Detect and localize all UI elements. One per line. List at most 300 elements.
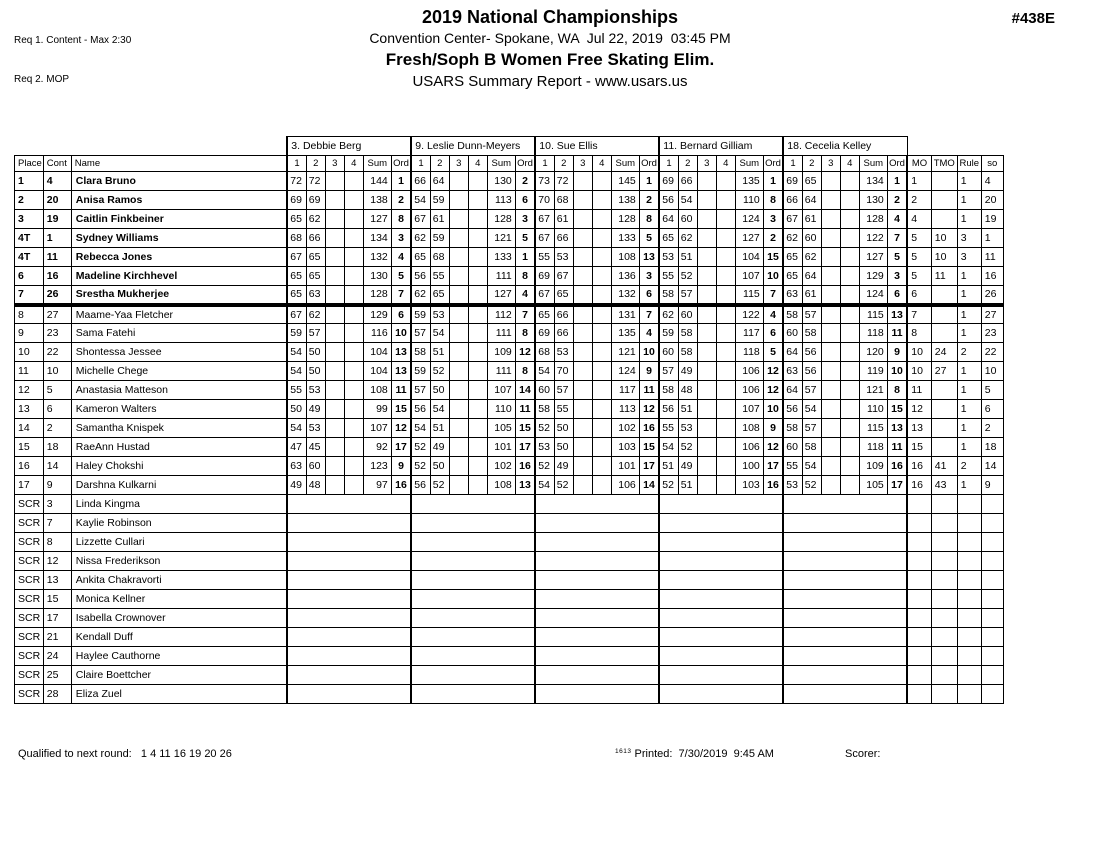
sum-cell: 122 [735,305,763,324]
scorer-label: Scorer: [845,748,881,760]
table-row [15,324,1004,343]
place-cell: 14 [15,419,44,438]
column-header: Sum [487,156,515,172]
score-cell: 49 [287,476,306,495]
score-cell [344,362,363,381]
name-cell: Rebecca Jones [71,248,287,267]
name-cell: Lizzette Cullari [71,533,287,552]
sum-cell: 132 [611,286,639,305]
score-cell [344,248,363,267]
mo-cell [907,647,931,666]
ord-cell: 8 [887,381,907,400]
score-cell: 65 [783,248,802,267]
score-cell: 53 [678,419,697,438]
sum-cell: 103 [735,476,763,495]
name-cell: Michelle Chege [71,362,287,381]
score-cell: 58 [783,305,802,324]
empty-judge-cell [535,628,659,647]
mo-cell: 5 [907,267,931,286]
score-cell [468,400,487,419]
table-row [15,381,1004,400]
sum-cell: 104 [363,362,391,381]
sum-cell: 106 [735,438,763,457]
score-cell: 65 [430,286,449,305]
score-cell [592,172,611,191]
mo-cell [907,609,931,628]
score-cell: 67 [287,305,306,324]
score-cell: 49 [678,457,697,476]
score-cell: 64 [802,191,821,210]
ord-cell: 9 [391,457,411,476]
sum-cell: 102 [611,419,639,438]
score-cell [449,400,468,419]
score-cell: 56 [411,400,430,419]
empty-judge-cell [411,685,535,704]
ord-cell: 13 [391,362,411,381]
empty-judge-cell [411,514,535,533]
sum-cell: 115 [859,419,887,438]
score-cell: 62 [411,286,430,305]
name-cell: Anisa Ramos [71,191,287,210]
score-cell [840,400,859,419]
score-cell [697,419,716,438]
ord-cell: 17 [887,476,907,495]
tmo-cell: 41 [931,457,957,476]
ord-cell: 5 [515,229,535,248]
ord-cell: 1 [391,172,411,191]
score-cell: 66 [678,172,697,191]
score-cell: 54 [411,419,430,438]
score-cell [325,400,344,419]
tmo-cell [931,172,957,191]
score-cell [468,191,487,210]
ord-cell: 10 [887,362,907,381]
score-cell [840,457,859,476]
score-cell: 60 [678,305,697,324]
score-cell [573,343,592,362]
score-cell: 62 [659,305,678,324]
score-cell [716,419,735,438]
table-row [15,286,1004,305]
sum-cell: 104 [363,343,391,362]
tmo-cell: 27 [931,362,957,381]
score-cell: 64 [783,381,802,400]
column-header: Ord [515,156,535,172]
sum-cell: 104 [735,248,763,267]
mo-cell: 12 [907,400,931,419]
score-cell: 66 [554,305,573,324]
score-cell [573,210,592,229]
ord-cell: 17 [639,457,659,476]
score-cell [840,210,859,229]
cont-cell: 23 [43,324,71,343]
ord-cell: 1 [639,172,659,191]
score-cell: 47 [287,438,306,457]
score-cell: 65 [554,286,573,305]
score-cell: 68 [535,343,554,362]
tmo-cell [931,571,957,590]
name-cell: Shontessa Jessee [71,343,287,362]
sum-cell: 102 [487,457,515,476]
sum-cell: 120 [859,343,887,362]
score-cell: 50 [554,419,573,438]
rule-cell [957,495,981,514]
column-header: so [981,156,1003,172]
sum-cell: 136 [611,267,639,286]
ord-cell: 2 [763,229,783,248]
score-cell: 55 [783,457,802,476]
cont-cell: 14 [43,457,71,476]
score-cell [821,229,840,248]
ord-cell: 8 [515,267,535,286]
score-cell [468,419,487,438]
sum-cell: 97 [363,476,391,495]
column-header: Ord [763,156,783,172]
rule-cell: 1 [957,305,981,324]
so-cell: 10 [981,362,1003,381]
sum-cell: 109 [859,457,887,476]
sum-cell: 138 [611,191,639,210]
tmo-cell [931,438,957,457]
score-cell: 51 [678,476,697,495]
score-cell [592,476,611,495]
score-cell: 50 [430,381,449,400]
score-cell: 65 [535,305,554,324]
so-cell: 26 [981,286,1003,305]
score-cell: 69 [535,324,554,343]
column-header: Rule [957,156,981,172]
ord-cell: 11 [639,381,659,400]
name-cell: Eliza Zuel [71,685,287,704]
score-cell: 58 [659,286,678,305]
column-header: TMO [931,156,957,172]
score-cell: 55 [659,267,678,286]
sum-cell: 107 [363,419,391,438]
ord-cell: 15 [639,438,659,457]
empty-judge-cell [287,495,411,514]
sum-cell: 124 [859,286,887,305]
score-cell [468,438,487,457]
empty-judge-cell [659,647,783,666]
sum-cell: 144 [363,172,391,191]
score-cell [468,362,487,381]
ord-cell: 10 [639,343,659,362]
score-cell: 65 [287,267,306,286]
score-cell: 62 [783,229,802,248]
score-cell: 57 [659,362,678,381]
score-cell: 54 [802,457,821,476]
printed-note [615,748,774,760]
empty-judge-cell [783,495,907,514]
mo-cell: 11 [907,381,931,400]
table-row [15,400,1004,419]
score-cell [325,324,344,343]
sum-cell: 100 [735,457,763,476]
ord-cell: 5 [763,343,783,362]
table-row [15,210,1004,229]
score-cell: 54 [411,191,430,210]
sum-cell: 130 [363,267,391,286]
sum-cell: 92 [363,438,391,457]
score-cell [716,457,735,476]
score-cell [821,343,840,362]
ord-cell: 6 [639,286,659,305]
score-cell: 61 [554,210,573,229]
column-header: Ord [391,156,411,172]
score-cell: 54 [287,419,306,438]
tmo-cell [931,191,957,210]
score-cell [449,324,468,343]
place-cell: SCR [15,514,44,533]
sum-cell: 103 [611,438,639,457]
score-cell [468,305,487,324]
mo-cell [907,533,931,552]
sum-cell: 115 [735,286,763,305]
score-cell [449,229,468,248]
score-cell [325,172,344,191]
score-cell [344,343,363,362]
cont-cell: 26 [43,286,71,305]
score-cell [344,476,363,495]
judge-name-cell: 3. Debbie Berg [287,137,411,156]
score-cell [344,324,363,343]
printed-text: Printed: 7/30/2019 9:45 AM [634,748,774,760]
empty-judge-cell [411,495,535,514]
score-cell: 56 [783,400,802,419]
score-cell: 67 [535,210,554,229]
ord-cell: 3 [887,267,907,286]
ord-cell: 7 [515,305,535,324]
score-cell [573,476,592,495]
place-cell: 12 [15,381,44,400]
empty-judge-cell [411,666,535,685]
score-cell [821,248,840,267]
score-cell [821,305,840,324]
place-cell: SCR [15,628,44,647]
score-cell: 53 [554,248,573,267]
score-cell [573,438,592,457]
place-cell: 2 [15,191,44,210]
rule-cell [957,685,981,704]
tmo-cell: 24 [931,343,957,362]
column-header: Place [15,156,44,172]
sum-cell: 118 [859,324,887,343]
name-cell: Darshna Kulkarni [71,476,287,495]
score-cell [449,343,468,362]
column-header: 2 [430,156,449,172]
score-cell: 61 [430,210,449,229]
score-cell: 52 [411,457,430,476]
score-cell [468,343,487,362]
sum-cell: 127 [735,229,763,248]
rule-cell [957,609,981,628]
scr-row [15,514,1004,533]
ord-cell: 16 [887,457,907,476]
table-row [15,172,1004,191]
place-cell: 15 [15,438,44,457]
score-cell: 53 [306,381,325,400]
rule-cell: 1 [957,324,981,343]
cont-cell: 22 [43,343,71,362]
place-cell: 6 [15,267,44,286]
ord-cell: 13 [887,305,907,324]
judge-name-cell: 9. Leslie Dunn-Meyers [411,137,535,156]
score-cell: 68 [554,191,573,210]
score-cell: 65 [802,172,821,191]
score-cell [449,191,468,210]
score-cell [573,400,592,419]
score-cell: 58 [535,400,554,419]
place-cell: 10 [15,343,44,362]
column-header: 4 [592,156,611,172]
column-header: Sum [363,156,391,172]
score-cell [325,457,344,476]
column-header: 4 [468,156,487,172]
score-cell [697,343,716,362]
score-cell [344,400,363,419]
score-cell [449,457,468,476]
score-cell: 68 [287,229,306,248]
so-cell: 18 [981,438,1003,457]
ord-cell: 13 [639,248,659,267]
score-cell: 59 [411,362,430,381]
rule-cell: 1 [957,438,981,457]
so-cell: 20 [981,191,1003,210]
sum-cell: 121 [487,229,515,248]
tmo-cell [931,419,957,438]
rule-cell: 2 [957,457,981,476]
score-cell: 65 [659,229,678,248]
score-cell: 63 [783,362,802,381]
so-cell: 1 [981,229,1003,248]
score-cell: 62 [802,248,821,267]
score-cell [716,343,735,362]
score-cell: 55 [659,419,678,438]
name-cell: Srestha Mukherjee [71,286,287,305]
score-cell [697,362,716,381]
sum-cell: 128 [859,210,887,229]
ord-cell: 12 [515,343,535,362]
score-cell: 57 [554,381,573,400]
score-cell [449,381,468,400]
score-cell: 55 [430,267,449,286]
name-cell: Madeline Kirchhevel [71,267,287,286]
empty-judge-cell [783,628,907,647]
place-cell: SCR [15,571,44,590]
sum-cell: 105 [487,419,515,438]
table-row [15,362,1004,381]
column-header: 3 [821,156,840,172]
ord-cell: 17 [391,438,411,457]
score-cell [344,381,363,400]
empty-judge-cell [535,495,659,514]
ord-cell: 4 [391,248,411,267]
rule-cell: 3 [957,248,981,267]
score-cell: 66 [411,172,430,191]
name-cell: Haylee Cauthorne [71,647,287,666]
score-cell: 50 [554,438,573,457]
score-cell [449,438,468,457]
ord-cell: 5 [887,248,907,267]
score-cell [821,457,840,476]
ord-cell: 2 [515,172,535,191]
ord-cell: 12 [763,362,783,381]
sum-cell: 115 [859,305,887,324]
score-cell: 54 [287,362,306,381]
spacer-cell [15,137,288,156]
mo-cell: 8 [907,324,931,343]
score-cell [344,286,363,305]
empty-judge-cell [783,514,907,533]
ord-cell: 8 [391,210,411,229]
cont-cell: 25 [43,666,71,685]
ord-cell: 6 [515,191,535,210]
score-cell [821,419,840,438]
empty-judge-cell [659,609,783,628]
sum-cell: 127 [363,210,391,229]
score-cell: 66 [554,229,573,248]
score-cell: 61 [802,210,821,229]
empty-judge-cell [659,685,783,704]
scr-row [15,495,1004,514]
score-cell [573,324,592,343]
scr-row [15,628,1004,647]
score-cell [716,305,735,324]
sum-cell: 118 [859,438,887,457]
name-cell: Kameron Walters [71,400,287,419]
sum-cell: 119 [859,362,887,381]
empty-judge-cell [535,552,659,571]
sum-cell: 134 [363,229,391,248]
scr-row [15,571,1004,590]
empty-judge-cell [535,666,659,685]
name-cell: Kendall Duff [71,628,287,647]
score-cell [716,286,735,305]
score-cell [697,286,716,305]
score-cell: 54 [678,191,697,210]
sum-cell: 106 [735,362,763,381]
score-cell [716,362,735,381]
so-cell [981,514,1003,533]
rule-cell [957,590,981,609]
ord-cell: 16 [391,476,411,495]
score-cell [840,438,859,457]
mo-cell: 16 [907,457,931,476]
score-cell: 52 [535,457,554,476]
score-cell: 61 [802,286,821,305]
score-cell: 66 [554,324,573,343]
tmo-cell [931,286,957,305]
table-row [15,419,1004,438]
score-cell [468,248,487,267]
score-cell [449,476,468,495]
score-cell: 49 [430,438,449,457]
score-cell [449,210,468,229]
place-cell: 16 [15,457,44,476]
so-cell: 16 [981,267,1003,286]
score-cell [449,305,468,324]
sum-cell: 108 [735,419,763,438]
empty-judge-cell [287,609,411,628]
score-cell [592,343,611,362]
score-cell [840,419,859,438]
ord-cell: 3 [391,229,411,248]
sum-cell: 135 [611,324,639,343]
ord-cell: 8 [515,324,535,343]
score-cell [468,172,487,191]
name-cell: Sydney Williams [71,229,287,248]
ord-cell: 15 [763,248,783,267]
